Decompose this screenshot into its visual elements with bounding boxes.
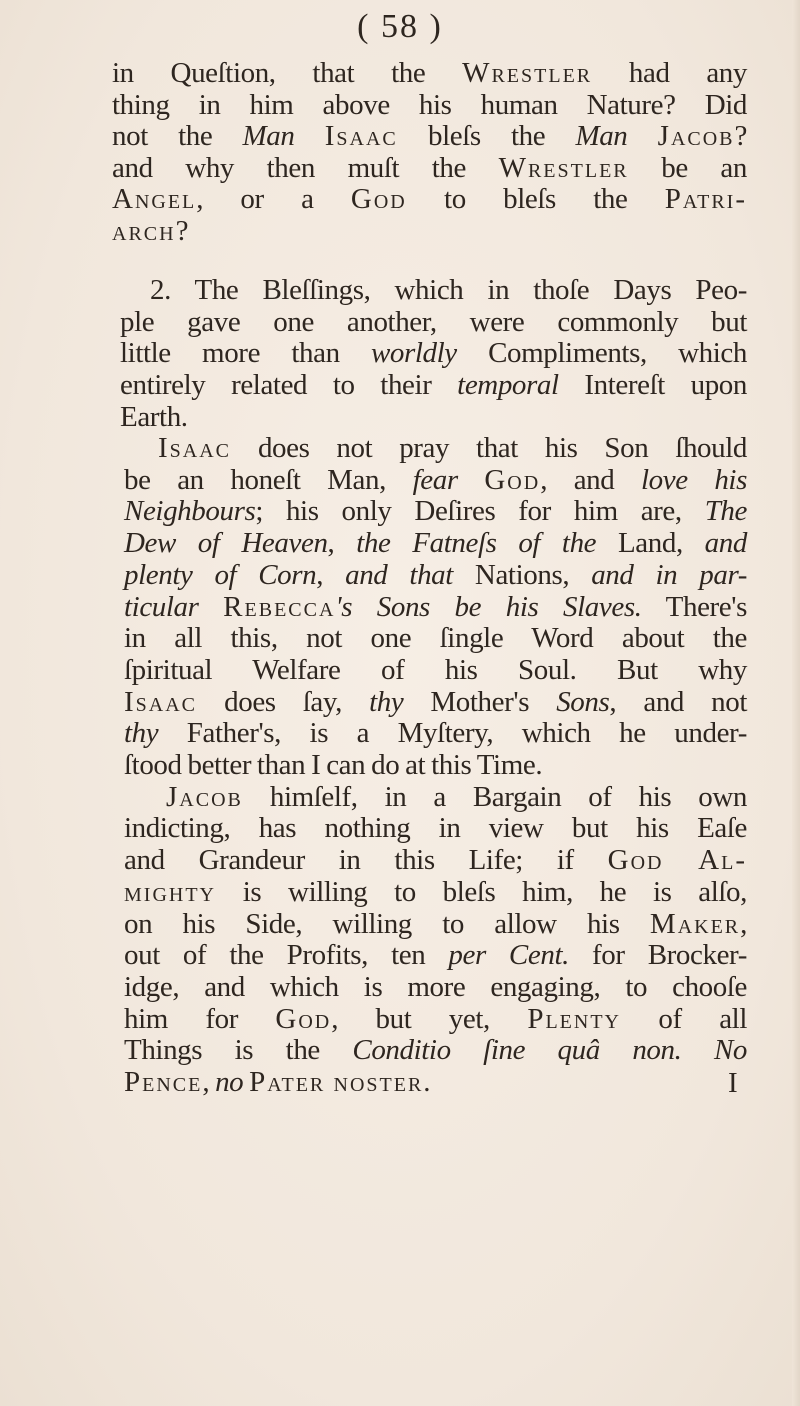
text-segment: bleſs the — [397, 120, 576, 153]
text-line — [124, 717, 747, 749]
text-segment — [458, 464, 485, 496]
text-line — [124, 971, 747, 1003]
text-segment: There's — [641, 590, 747, 623]
text-segment: Nations — [474, 558, 563, 591]
italic-text: per Cent. — [448, 939, 569, 972]
text-segment: , — [327, 527, 357, 560]
small-caps-text: Wrestler — [498, 151, 629, 184]
text-segment: and why then muſt the — [112, 151, 499, 184]
text-segment: , and not — [609, 685, 747, 718]
text-line — [124, 749, 747, 781]
text-segment: Earth. — [120, 400, 188, 433]
italic-text: Sons — [556, 685, 610, 718]
page-edge — [792, 0, 800, 1406]
italic-text: The — [704, 495, 747, 528]
text-line — [124, 1066, 747, 1098]
text-line — [120, 306, 747, 338]
text-segment: , and — [540, 463, 641, 496]
small-caps-text: Jacob — [657, 120, 735, 153]
text-segment: of all — [620, 1002, 747, 1035]
italic-text: 's Sons be his Slaves. — [335, 590, 642, 623]
italic-text: the Fatneſs of the — [356, 527, 618, 560]
text-line — [120, 401, 747, 433]
italic-text: Man — [575, 120, 628, 153]
text-line — [124, 1034, 747, 1066]
text-segment — [627, 120, 657, 152]
text-segment: himſelf, in a Bargain of his own — [242, 780, 747, 813]
text-line — [112, 215, 747, 247]
text-segment: had any — [592, 57, 747, 89]
small-caps-text: Patri- — [664, 183, 747, 216]
text-segment: be an — [628, 151, 748, 184]
italic-text: No — [713, 1034, 747, 1067]
italic-text: Neighbours — [124, 495, 256, 528]
italic-text: love his — [641, 463, 747, 496]
text-segment: , but yet, — [331, 1002, 528, 1035]
text-line — [112, 152, 747, 184]
text-segment: Land — [617, 527, 676, 560]
small-caps-text: God — [350, 183, 407, 216]
small-caps-text: arch — [112, 215, 176, 247]
text-segment: . — [423, 1066, 431, 1098]
text-segment: on his Side, willing to allow his — [124, 907, 650, 940]
text-line — [124, 1003, 747, 1035]
italic-text: fear — [412, 463, 458, 496]
small-caps-text: Isaac — [324, 120, 398, 153]
text-line — [124, 527, 747, 559]
text-segment: for Brocker- — [568, 939, 747, 972]
text-segment — [295, 120, 325, 152]
italic-text: no — [215, 1066, 250, 1098]
text-segment: , — [562, 558, 592, 591]
small-caps-text: Maker — [649, 907, 741, 940]
text-segment: does ſay, — [197, 685, 370, 718]
text-segment: Things is the — [124, 1034, 353, 1067]
catchword: I — [728, 1067, 738, 1099]
italic-text: thy — [124, 717, 159, 750]
small-caps-text: Wrestler — [462, 57, 593, 89]
small-caps-text: Isaac — [124, 685, 198, 718]
small-caps-text: Pence — [124, 1066, 203, 1098]
italic-text: and in par- — [591, 558, 748, 591]
text-segment: him for — [124, 1002, 276, 1035]
text-segment: Intereſt upon — [558, 369, 747, 402]
text-line — [158, 432, 747, 464]
text-line — [124, 591, 747, 623]
italic-text: Conditio ſine quâ non. — [352, 1034, 682, 1067]
text-line — [124, 654, 747, 686]
italic-text: and — [704, 527, 747, 560]
text-line — [112, 183, 747, 215]
text-line — [112, 120, 747, 152]
italic-text: worldly — [370, 337, 457, 370]
italic-text: plenty of Corn — [124, 558, 317, 591]
italic-text: Man — [242, 120, 295, 153]
small-caps-text: Plenty — [527, 1002, 621, 1035]
text-segment: , — [316, 558, 346, 591]
text-segment — [681, 1034, 713, 1066]
text-segment: in Queſtion, that the — [112, 57, 463, 89]
small-caps-text: Rebecca — [223, 590, 336, 623]
text-line — [124, 622, 747, 654]
text-line — [120, 369, 747, 401]
text-segment: , — [202, 1066, 216, 1098]
small-caps-text: Isaac — [158, 432, 232, 464]
text-line — [124, 464, 747, 496]
text-line — [124, 939, 747, 971]
text-segment: in all this, not one ſingle Word about the — [124, 622, 747, 655]
text-segment: and Grandeur in this Life; if — [124, 844, 608, 877]
text-line — [112, 89, 747, 121]
text-segment: be an honeſt Man, — [124, 463, 413, 496]
text-line — [124, 812, 747, 844]
text-segment: idge, and which is more engaging, to chooſe — [124, 970, 747, 1003]
text-segment: , or a — [196, 183, 351, 216]
italic-text: thy — [369, 685, 404, 718]
text-line — [124, 559, 747, 591]
small-caps-text: mighty — [124, 875, 216, 908]
text-segment: Compliments, which — [456, 337, 747, 370]
text-segment: is willing to bleſs him, he is alſo, — [216, 875, 747, 908]
text-line — [112, 57, 747, 89]
text-line — [124, 844, 747, 876]
text-segment: Father's, is a Myſtery, which he under- — [158, 717, 747, 750]
text-segment: does not pray that his Son ſhould — [231, 432, 747, 464]
text-segment: to bleſs the — [406, 183, 665, 216]
text-segment: ple gave one another, were commonly but — [120, 305, 747, 338]
small-caps-text: God — [275, 1002, 332, 1035]
small-caps-text: Pater noster — [249, 1066, 424, 1098]
text-segment: ; his only Deſires for him are, — [255, 495, 705, 528]
text-line — [120, 337, 747, 369]
text-line — [124, 908, 747, 940]
text-line — [124, 495, 747, 527]
text-segment: entirely related to their — [120, 369, 458, 402]
text-segment: , — [740, 907, 747, 940]
text-line — [166, 781, 747, 813]
small-caps-text: Jacob — [166, 780, 243, 813]
text-segment: , — [675, 527, 705, 560]
text-segment: out of the Profits, ten — [124, 939, 449, 972]
italic-text: temporal — [457, 369, 559, 402]
text-line — [124, 686, 747, 718]
italic-text: ticular — [124, 590, 224, 623]
italic-text: Dew of Heaven — [124, 527, 328, 560]
small-caps-text: God Al- — [607, 844, 747, 877]
text-line — [124, 876, 747, 908]
text-segment: ſpiritual Welfare of his Soul. But why — [124, 653, 747, 686]
italic-text: and that — [345, 558, 475, 591]
text-segment: ? — [734, 120, 747, 153]
text-line — [150, 274, 747, 306]
text-segment: Mother's — [403, 685, 557, 718]
text-segment: indicting, has nothing in view but his Eaſe — [124, 812, 747, 845]
small-caps-text: God — [484, 463, 541, 496]
text-segment: 2. The Bleſſings, which in thoſe Days Peo- — [150, 274, 747, 306]
text-segment: thing in him above his human Nature? Did — [112, 88, 747, 121]
page-number: ( 58 ) — [357, 8, 443, 45]
text-segment: not the — [112, 120, 243, 153]
text-segment: little more than — [120, 337, 371, 370]
text-segment: ſtood better than I can do at this Time. — [124, 749, 543, 781]
text-segment: ? — [175, 215, 189, 247]
small-caps-text: Angel — [112, 183, 197, 216]
